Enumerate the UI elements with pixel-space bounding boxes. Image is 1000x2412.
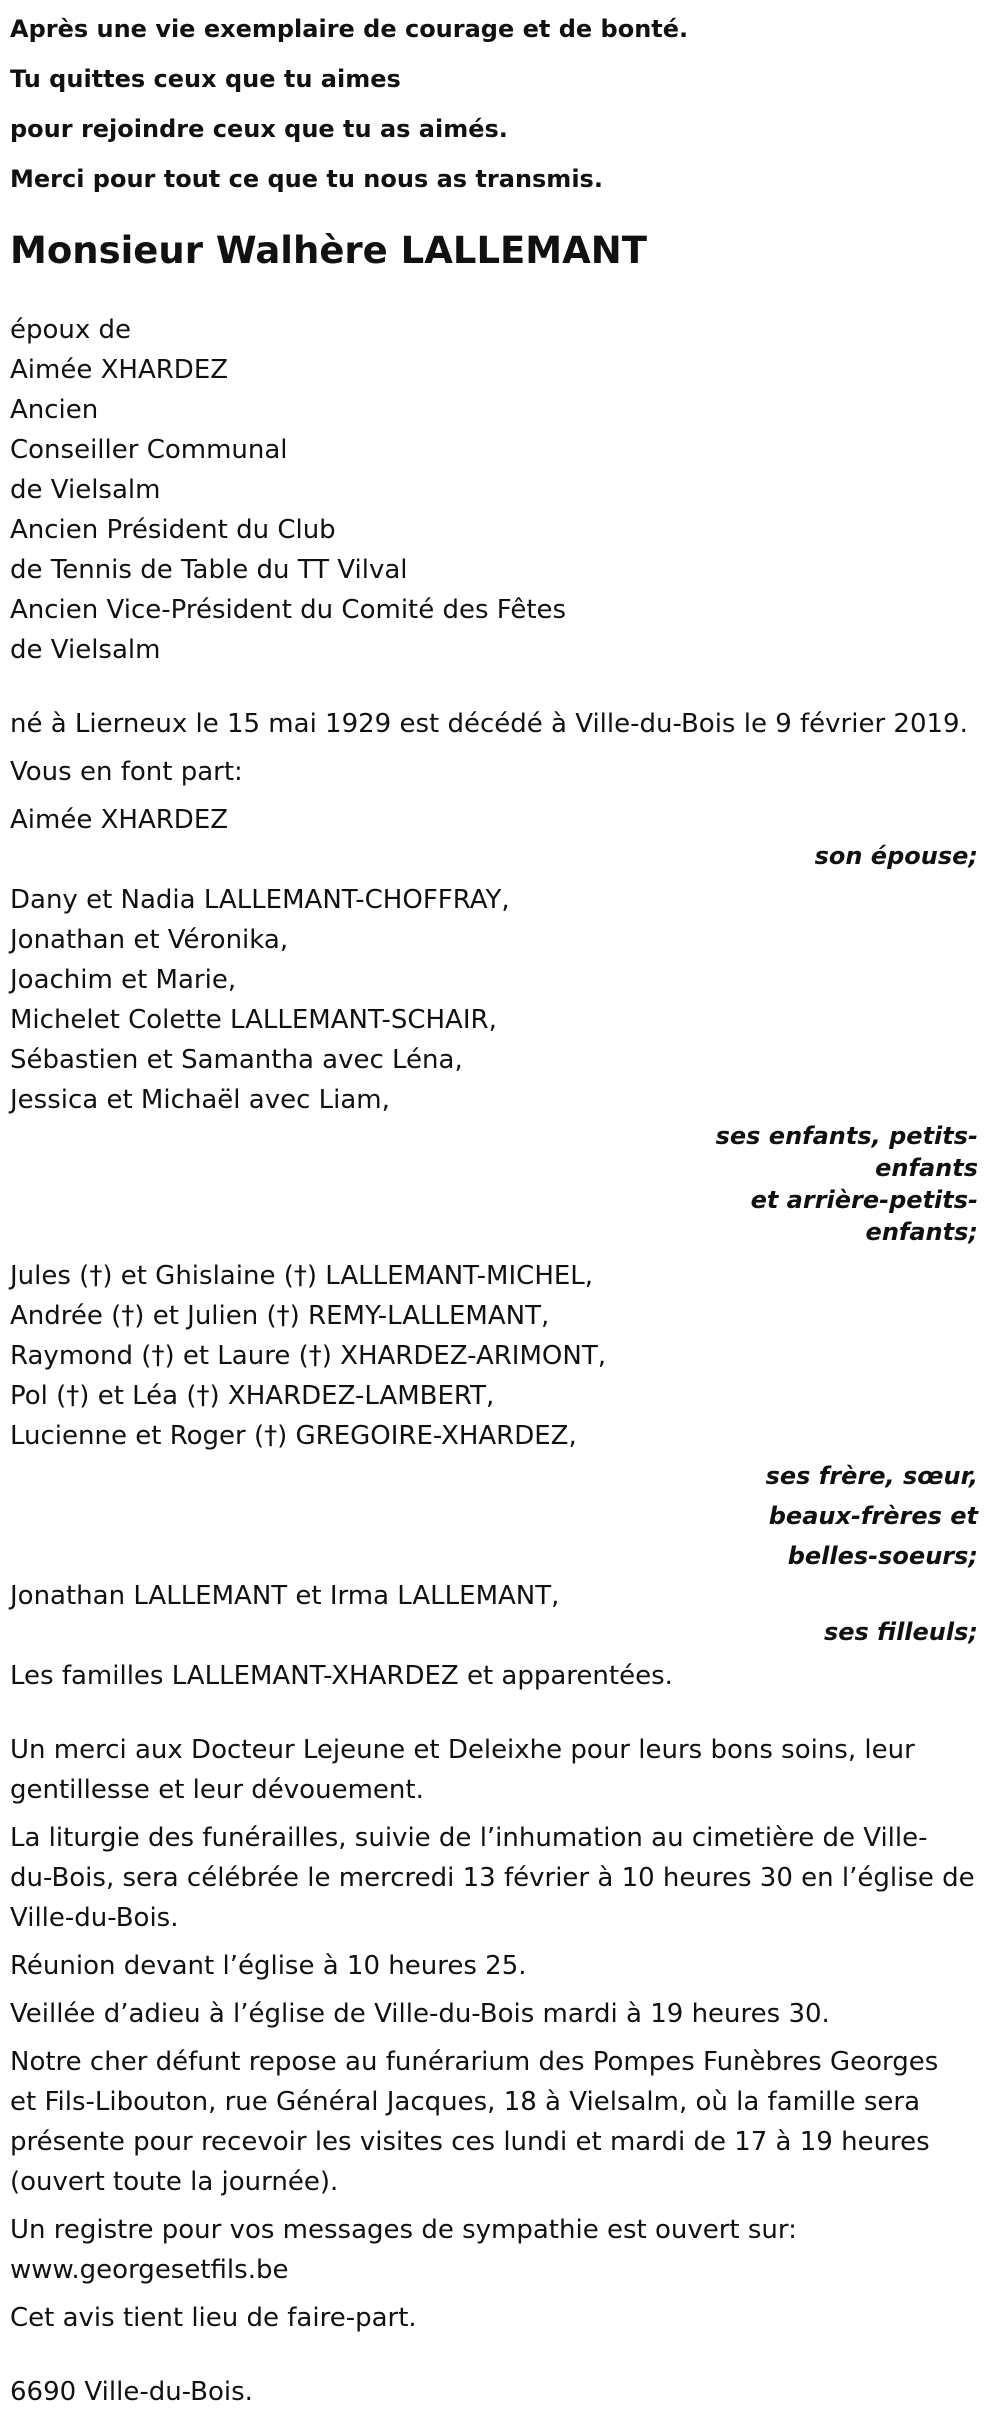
registry-paragraph (10, 2210, 990, 2290)
relation-label: enfants; (865, 1218, 978, 1246)
paragraph-line: Réunion devant l’église à 10 heures 25. (10, 1951, 527, 1981)
family-member: Raymond (†) et Laure (†) XHARDEZ-ARIMONT, (10, 1341, 606, 1371)
paragraph-line: Ville-du-Bois. (10, 1903, 179, 1933)
paragraph-line: présente pour recevoir les visites ces lundi et mardi de 17 à 19 heures (10, 2127, 930, 2157)
paragraph-line: Un merci aux Docteur Lejeune et Deleixhe pour leurs bons soins, leur (10, 1735, 915, 1765)
relation-label: beaux-frères et (768, 1502, 978, 1530)
bio-line: Ancien (10, 395, 99, 425)
announcement-intro: Vous en font part: (10, 757, 243, 787)
paragraph-line: du-Bois, sera célébrée le mercredi 13 février à 10 heures 30 en l’église de (10, 1863, 975, 1893)
bio-line: Aimée XHARDEZ (10, 355, 229, 385)
bio-line: de Tennis de Table du TT Vilval (10, 555, 408, 585)
relation-label: ses filleuls; (823, 1618, 978, 1646)
vigil-paragraph (10, 1994, 990, 2034)
bio-line: de Vielsalm (10, 635, 161, 665)
funeral-paragraph (10, 1818, 990, 1938)
family-member: Pol (†) et Léa (†) XHARDEZ-LAMBERT, (10, 1381, 495, 1411)
birth-death-statement: né à Lierneux le 15 mai 1929 est décédé à Ville-du-Bois le 9 février 2019. (10, 709, 968, 739)
spouse-group (10, 800, 990, 872)
family-member: Jules (†) et Ghislaine (†) LALLEMANT-MICHEL, (10, 1261, 594, 1291)
relation-label: et arrière-petits- (750, 1186, 978, 1214)
bio-line: époux de (10, 315, 132, 345)
verse-line: Merci pour tout ce que tu nous as transmis. (10, 165, 603, 193)
relation-label: enfants (875, 1154, 978, 1182)
paragraph-line: et Fils-Libouton, rue Général Jacques, 18 à Vielsalm, où la famille sera (10, 2087, 921, 2117)
website-text: www.georgesetfils.be (10, 2255, 289, 2285)
verse-line: pour rejoindre ceux que tu as aimés. (10, 115, 508, 143)
family-member: Lucienne et Roger (†) GREGOIRE-XHARDEZ, (10, 1421, 577, 1451)
paragraph-line: (ouvert toute la journée). (10, 2167, 339, 2197)
children-group (10, 880, 990, 1248)
family-member: Sébastien et Samantha avec Léna, (10, 1045, 463, 1075)
bio-line: de Vielsalm (10, 475, 161, 505)
paragraph-line: La liturgie des funérailles, suivie de l’inhumation au cimetière de Ville- (10, 1823, 928, 1853)
relation-label: son épouse; (814, 842, 978, 870)
relation-label: ses frère, sœur, (765, 1462, 978, 1490)
family-member: Joachim et Marie, (10, 965, 237, 995)
siblings-group (10, 1256, 990, 1576)
family-member: Andrée (†) et Julien (†) REMY-LALLEMANT, (10, 1301, 550, 1331)
family-member: Jonathan LALLEMANT et Irma LALLEMANT, (10, 1581, 560, 1611)
relation-label: belles-soeurs; (787, 1542, 978, 1570)
paragraph-line: Veillée d’adieu à l’église de Ville-du-Bois mardi à 19 heures 30. (10, 1999, 830, 2029)
paragraph-line: gentillesse et leur dévouement. (10, 1775, 424, 1805)
biography (10, 310, 990, 670)
deceased-name: Monsieur Walhère LALLEMANT (10, 229, 647, 272)
godchildren-group (10, 1576, 990, 1648)
bio-line: Ancien Président du Club (10, 515, 336, 545)
notice-paragraph (10, 2298, 990, 2338)
opening-verse (10, 4, 990, 204)
family-member: Michelet Colette LALLEMANT-SCHAIR, (10, 1005, 497, 1035)
bio-line: Ancien Vice-Président du Comité des Fêtes (10, 595, 567, 625)
obituary-notice (0, 4, 1000, 2408)
family-member: Dany et Nadia LALLEMANT-CHOFFRAY, (10, 885, 510, 915)
paragraph-line: Notre cher défunt repose au funérarium des Pompes Funèbres Georges (10, 2047, 939, 2077)
address: 6690 Ville-du-Bois. (10, 2377, 253, 2407)
meeting-paragraph (10, 1946, 990, 1986)
family-member: Jonathan et Véronika, (10, 925, 289, 955)
thanks-paragraph (10, 1730, 990, 1810)
relation-label: ses enfants, petits- (715, 1122, 978, 1150)
paragraph-line: Un registre pour vos messages de sympathie est ouvert sur: (10, 2215, 797, 2245)
family-member: Aimée XHARDEZ (10, 805, 229, 835)
paragraph-line: Cet avis tient lieu de faire-part. (10, 2303, 417, 2333)
verse-line: Tu quittes ceux que tu aimes (10, 65, 401, 93)
family-member: Jessica et Michaël avec Liam, (10, 1085, 390, 1115)
bio-line: Conseiller Communal (10, 435, 288, 465)
repose-paragraph (10, 2042, 990, 2202)
verse-line: Après une vie exemplaire de courage et de bonté. (10, 15, 689, 43)
families-statement: Les familles LALLEMANT-XHARDEZ et apparentées. (10, 1661, 673, 1691)
